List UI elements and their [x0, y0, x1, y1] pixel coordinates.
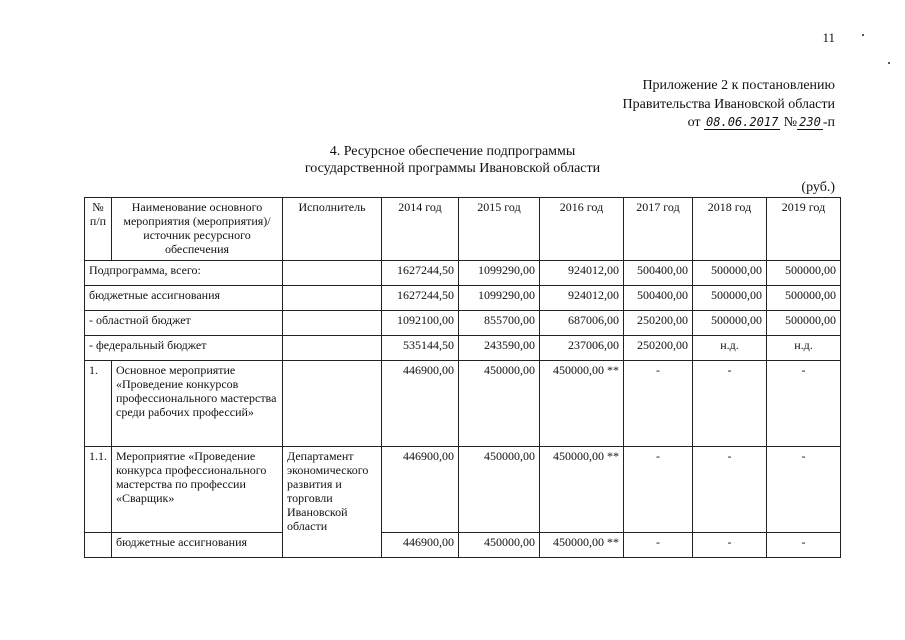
event-budget-2014: 446900,00 [382, 533, 459, 558]
budget-2017: 500400,00 [624, 286, 693, 311]
total-2015: 1099290,00 [459, 261, 540, 286]
total-2017: 500400,00 [624, 261, 693, 286]
regional-executor [283, 311, 382, 336]
event-2017: - [624, 447, 693, 533]
event-label: Мероприятие «Проведение конкурса профессионального мастерства по профессии «Сварщик» [112, 447, 283, 533]
main-event-executor [283, 361, 382, 447]
budget-2015: 1099290,00 [459, 286, 540, 311]
appendix-line-2: Правительства Ивановской области [622, 97, 835, 112]
total-label: Подпрограмма, всего: [85, 261, 283, 286]
event-2018: - [693, 447, 767, 533]
col-header-2018: 2018 год [693, 198, 767, 261]
federal-2018: н.д. [693, 336, 767, 361]
event-2014: 446900,00 [382, 447, 459, 533]
event-budget-2015: 450000,00 [459, 533, 540, 558]
col-header-2017: 2017 год [624, 198, 693, 261]
federal-executor [283, 336, 382, 361]
handwritten-number: 230 [799, 115, 821, 129]
col-header-num: № п/п [85, 198, 112, 261]
col-header-2019: 2019 год [767, 198, 841, 261]
col-header-2014: 2014 год [382, 198, 459, 261]
event-budget-label: бюджетные ассигнования [112, 533, 283, 558]
scan-speck [862, 34, 864, 36]
table-row-main-event [85, 361, 841, 447]
total-executor [283, 261, 382, 286]
table-row-federal [85, 336, 841, 361]
main-event-2014: 446900,00 [382, 361, 459, 447]
regional-2016: 687006,00 [540, 311, 624, 336]
section-title-line-2: государственной программы Ивановской области [304, 161, 601, 176]
budget-label: бюджетные ассигнования [85, 286, 283, 311]
budget-2018: 500000,00 [693, 286, 767, 311]
federal-2014: 535144,50 [382, 336, 459, 361]
table-row-regional [85, 311, 841, 336]
total-2016: 924012,00 [540, 261, 624, 286]
budget-executor [283, 286, 382, 311]
budget-2014: 1627244,50 [382, 286, 459, 311]
event-num: 1.1. [85, 447, 112, 533]
main-event-num: 1. [85, 361, 112, 447]
main-event-2016: 450000,00 ** [540, 361, 624, 447]
table-header-row [85, 198, 841, 261]
section-title-line-1: 4. Ресурсное обеспечение подпрограммы [329, 144, 576, 159]
regional-2017: 250200,00 [624, 311, 693, 336]
federal-2019: н.д. [767, 336, 841, 361]
main-event-2018: - [693, 361, 767, 447]
event-budget-2016: 450000,00 ** [540, 533, 624, 558]
event-2015: 450000,00 [459, 447, 540, 533]
main-event-2019: - [767, 361, 841, 447]
main-event-2015: 450000,00 [459, 361, 540, 447]
event-budget-num [85, 533, 112, 558]
federal-2016: 237006,00 [540, 336, 624, 361]
from-label: от [687, 115, 701, 130]
federal-2015: 243590,00 [459, 336, 540, 361]
table-row-event [85, 447, 841, 533]
handwritten-date: 08.06.2017 [706, 115, 779, 129]
budget-2019: 500000,00 [767, 286, 841, 311]
regional-2015: 855700,00 [459, 311, 540, 336]
col-header-executor: Исполнитель [283, 198, 382, 261]
regional-2018: 500000,00 [693, 311, 767, 336]
total-2018: 500000,00 [693, 261, 767, 286]
regional-2014: 1092100,00 [382, 311, 459, 336]
table-row-event-budget [85, 533, 841, 558]
event-executor: Департамент экономического развития и торговли Ивановской области [283, 447, 382, 558]
event-budget-2017: - [624, 533, 693, 558]
appendix-line-1: Приложение 2 к постановлению [642, 78, 835, 93]
col-header-2016: 2016 год [540, 198, 624, 261]
number-label: № [783, 115, 798, 130]
regional-2019: 500000,00 [767, 311, 841, 336]
regional-label: - областной бюджет [85, 311, 283, 336]
scan-speck [888, 62, 890, 64]
appendix-line-3 [540, 113, 835, 132]
event-2019: - [767, 447, 841, 533]
federal-2017: 250200,00 [624, 336, 693, 361]
total-2019: 500000,00 [767, 261, 841, 286]
federal-label: - федеральный бюджет [85, 336, 283, 361]
table-row-total [85, 261, 841, 286]
main-event-2017: - [624, 361, 693, 447]
resource-table [84, 197, 841, 558]
budget-2016: 924012,00 [540, 286, 624, 311]
event-budget-2018: - [693, 533, 767, 558]
unit-label: (руб.) [801, 180, 835, 195]
col-header-name: Наименование основного мероприятия (мероприятия)/источник ресурсного обеспечения [112, 198, 283, 261]
total-2014: 1627244,50 [382, 261, 459, 286]
page-number: 11 [822, 30, 835, 45]
number-suffix: -п [822, 115, 835, 130]
table-row-budget [85, 286, 841, 311]
col-header-2015: 2015 год [459, 198, 540, 261]
main-event-label: Основное мероприятие «Проведение конкурсов профессионального мастерства среди рабочих профессий» [112, 361, 283, 447]
event-2016: 450000,00 ** [540, 447, 624, 533]
event-budget-2019: - [767, 533, 841, 558]
